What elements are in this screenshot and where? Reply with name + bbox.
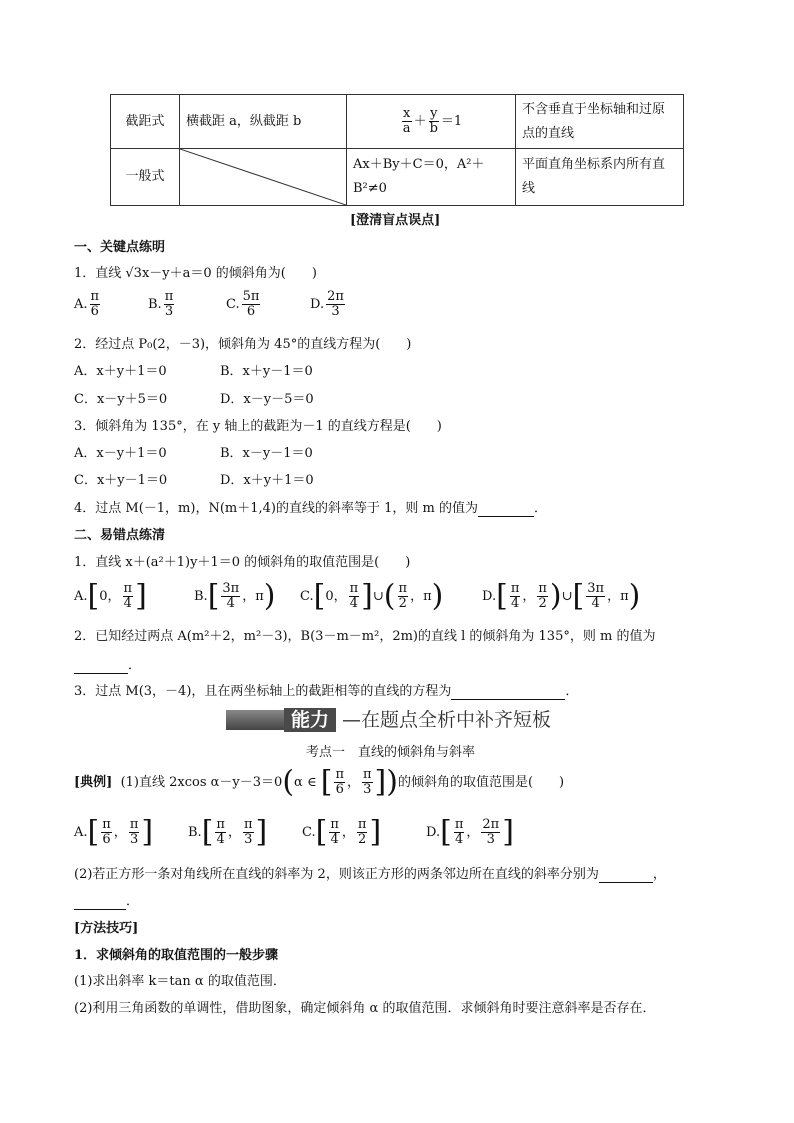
option-a: A．x－y＋1＝0 [74, 446, 167, 461]
answer-blank [599, 867, 653, 883]
empty-diagonal-cell [180, 149, 347, 206]
method-paragraph: (2)利用三角函数的单调性，借助图象，确定倾斜角 α 的取值范围．求倾斜角时要注意斜率是否存在． [74, 1001, 656, 1016]
answer-line: ． [74, 654, 141, 674]
option-a: A. $\frac{\pi}{6}$ [74, 289, 100, 319]
fraction: $\frac{x}{a}$ [402, 106, 411, 136]
question-stem: 2．经过点 P₀(2，－3)，倾斜角为 45°的直线方程为( ) [74, 337, 412, 352]
scope-cell: 平面直角坐标系内所有直线 [516, 149, 684, 206]
banner-tag: 能力 [284, 708, 336, 732]
question-stem: 1．直线 √3x－y＋a＝0 的倾斜角为( ) [74, 266, 317, 281]
equation-cell: Ax＋By＋C＝0，A²＋B²≠0 [347, 149, 516, 206]
option-d: D．x－y－5＝0 [220, 392, 314, 407]
fraction: $\frac{y}{b}$ [429, 106, 438, 136]
answer-blank [74, 658, 128, 674]
option-d: D.[ $\frac{\pi}{4}$ ， $\frac{2\pi}{3}$ ] [426, 814, 514, 850]
answer-blank [451, 684, 565, 700]
clarify-title: [澄清盲点误点] [350, 213, 441, 228]
table-row [111, 95, 684, 149]
option-c: C．x＋y－1＝0 [74, 473, 168, 488]
option-b: B.[ $\frac{\pi}{4}$ ， $\frac{\pi}{3}$ ] [188, 814, 268, 850]
form-name-cell: 截距式 [111, 95, 180, 149]
option-a: A.[0， $\frac{\pi}{4}$ ] [74, 578, 147, 614]
option-b: B．x＋y－1＝0 [220, 364, 313, 379]
answer-line: ． [74, 890, 139, 910]
option-d: D. $\frac{2\pi}{3}$ [310, 289, 344, 319]
example-stem: [典例] (1)直线 2xcos α－y－3＝0(α ∈ [ $\frac{\pi}{6}$ ， $\frac{\pi}{3}$ ])的倾斜角的取值范围是( ) [74, 764, 565, 800]
question-stem: 3．过点 M(3，－4)，且在两坐标轴上的截距相等的直线的方程为 ． [74, 684, 579, 699]
option-c: C.[ $\frac{\pi}{4}$ ， $\frac{\pi}{2}$ ] [302, 814, 382, 850]
table-row [111, 149, 684, 206]
option-c: C.[0， $\frac{\pi}{4}$ ]∪( $\frac{\pi}{2}$ ，π) [300, 578, 444, 614]
option-d: D．x＋y＋1＝0 [220, 473, 314, 488]
banner-bar [226, 710, 284, 730]
method-label: [方法技巧] [74, 921, 139, 936]
scope-cell: 不含垂直于坐标轴和过原点的直线 [516, 95, 684, 149]
section-heading: 二、易错点练清 [74, 528, 166, 543]
option-a: A．x＋y＋1＝0 [74, 364, 167, 379]
question-stem: 2．已知经过两点 A(m²＋2，m²－3)，B(3－m－m²，2m)的直线 l 的倾斜角为 135°，则 m 的值为 [74, 629, 656, 644]
option-a: A.[ $\frac{\pi}{6}$ ， $\frac{\pi}{3}$ ] [74, 814, 154, 850]
option-b: B．x－y－1＝0 [220, 446, 313, 461]
question-stem: 3．倾斜角为 135°，在 y 轴上的截距为－1 的直线方程是( ) [74, 419, 442, 434]
method-heading: 1．求倾斜角的取值范围的一般步骤 [74, 948, 279, 963]
equation-cell: $\frac{x}{a}$ ＋ $\frac{y}{b}$ ＝1 [347, 95, 516, 149]
question-stem: 1．直线 x＋(a²＋1)y＋1＝0 的倾斜角的取值范围是( ) [74, 555, 411, 570]
answer-blank [74, 894, 126, 910]
method-paragraph: (1)求出斜率 k＝tan α 的取值范围． [74, 974, 286, 989]
form-name-cell: 一般式 [111, 149, 180, 206]
option-c: C．x－y＋5＝0 [74, 392, 168, 407]
option-d: D.[ $\frac{\pi}{4}$ ， $\frac{\pi}{2}$ )∪[ $\frac{3\pi}{4}$ ，π) [482, 578, 641, 614]
option-b: B. $\frac{\pi}{3}$ [148, 289, 174, 319]
topic-title: 考点一 直线的倾斜角与斜率 [306, 745, 476, 760]
question-stem: (2)若正方形一条对角线所在直线的斜率为 2，则该正方形的两条邻边所在直线的斜率分别为 ， [74, 867, 666, 882]
answer-blank [478, 501, 534, 517]
condition-cell: 横截距 a，纵截距 b [180, 95, 347, 149]
section-heading: 一、关键点练明 [74, 240, 166, 255]
option-b: B.[ $\frac{3\pi}{4}$ ，π) [194, 578, 276, 614]
question-stem: 4．过点 M(－1，m)，N(m＋1,4)的直线的斜率等于 1，则 m 的值为 ． [74, 501, 547, 516]
line-forms-table [110, 94, 684, 206]
diagonal-line [180, 149, 346, 205]
banner-text: —在题点全析中补齐短板 [342, 709, 552, 731]
option-c: C. $\frac{5\pi}{6}$ [226, 289, 260, 319]
